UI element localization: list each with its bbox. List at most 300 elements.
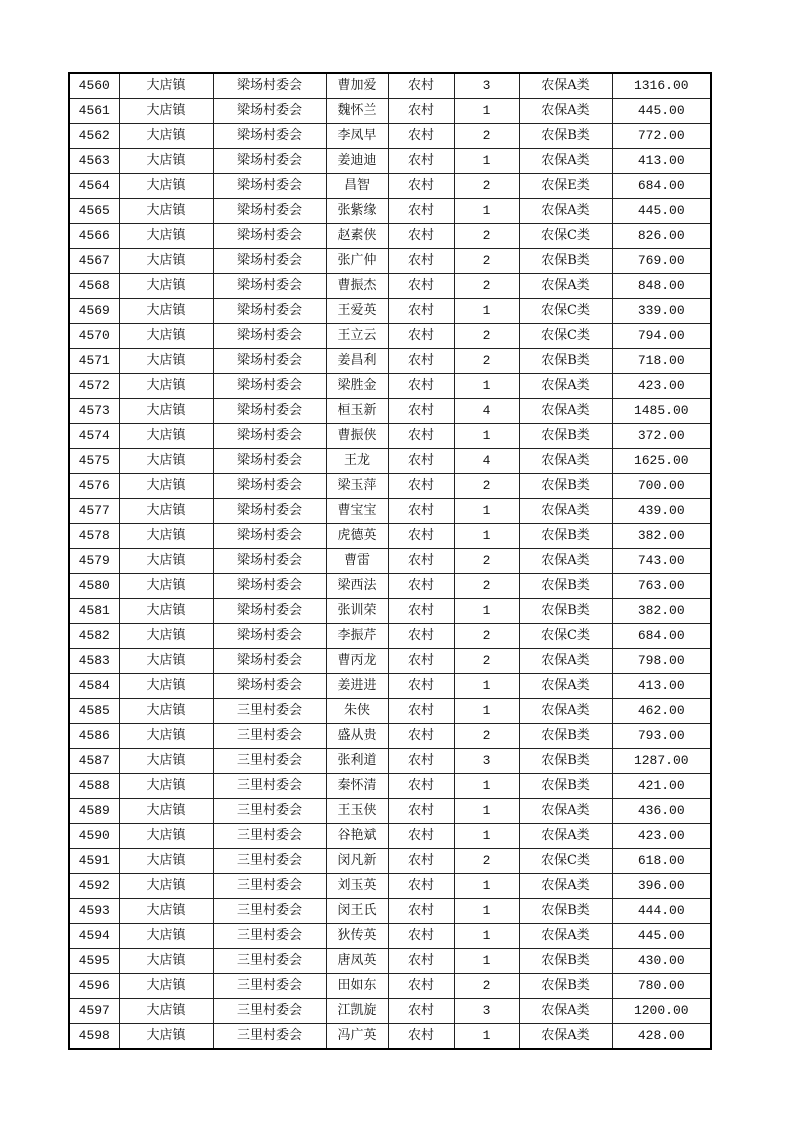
row-number-cell: 4574 bbox=[69, 424, 119, 449]
row-number-cell: 4585 bbox=[69, 699, 119, 724]
village-committee-cell: 三里村委会 bbox=[213, 874, 326, 899]
row-number-cell: 4570 bbox=[69, 324, 119, 349]
row-number-cell: 4577 bbox=[69, 499, 119, 524]
family-size-cell: 2 bbox=[454, 474, 519, 499]
village-committee-cell: 梁场村委会 bbox=[213, 349, 326, 374]
household-type-cell: 农村 bbox=[388, 224, 454, 249]
amount-cell: 436.00 bbox=[612, 799, 711, 824]
amount-cell: 445.00 bbox=[612, 199, 711, 224]
amount-cell: 372.00 bbox=[612, 424, 711, 449]
row-number-cell: 4583 bbox=[69, 649, 119, 674]
name-cell: 曹加爱 bbox=[326, 73, 388, 99]
row-number-cell: 4560 bbox=[69, 73, 119, 99]
insurance-category-cell: 农保B类 bbox=[519, 249, 612, 274]
family-size-cell: 1 bbox=[454, 524, 519, 549]
village-committee-cell: 梁场村委会 bbox=[213, 574, 326, 599]
table-row bbox=[69, 274, 711, 299]
village-committee-cell: 三里村委会 bbox=[213, 1024, 326, 1050]
household-type-cell: 农村 bbox=[388, 149, 454, 174]
name-cell: 姜进进 bbox=[326, 674, 388, 699]
insurance-category-cell: 农保A类 bbox=[519, 449, 612, 474]
name-cell: 张紫缘 bbox=[326, 199, 388, 224]
table-row bbox=[69, 424, 711, 449]
insurance-category-cell: 农保A类 bbox=[519, 399, 612, 424]
insurance-category-cell: 农保B类 bbox=[519, 574, 612, 599]
name-cell: 昌智 bbox=[326, 174, 388, 199]
village-committee-cell: 三里村委会 bbox=[213, 849, 326, 874]
village-committee-cell: 梁场村委会 bbox=[213, 549, 326, 574]
family-size-cell: 2 bbox=[454, 624, 519, 649]
table-row bbox=[69, 949, 711, 974]
family-size-cell: 4 bbox=[454, 449, 519, 474]
insurance-category-cell: 农保C类 bbox=[519, 299, 612, 324]
name-cell: 王立云 bbox=[326, 324, 388, 349]
family-size-cell: 2 bbox=[454, 974, 519, 999]
family-size-cell: 2 bbox=[454, 224, 519, 249]
amount-cell: 743.00 bbox=[612, 549, 711, 574]
insurance-category-cell: 农保B类 bbox=[519, 474, 612, 499]
family-size-cell: 1 bbox=[454, 699, 519, 724]
amount-cell: 444.00 bbox=[612, 899, 711, 924]
amount-cell: 430.00 bbox=[612, 949, 711, 974]
amount-cell: 1316.00 bbox=[612, 73, 711, 99]
amount-cell: 382.00 bbox=[612, 524, 711, 549]
amount-cell: 794.00 bbox=[612, 324, 711, 349]
town-cell: 大店镇 bbox=[119, 99, 213, 124]
insurance-category-cell: 农保B类 bbox=[519, 349, 612, 374]
name-cell: 王爱英 bbox=[326, 299, 388, 324]
row-number-cell: 4588 bbox=[69, 774, 119, 799]
village-committee-cell: 三里村委会 bbox=[213, 999, 326, 1024]
table-row bbox=[69, 349, 711, 374]
amount-cell: 1200.00 bbox=[612, 999, 711, 1024]
town-cell: 大店镇 bbox=[119, 549, 213, 574]
town-cell: 大店镇 bbox=[119, 199, 213, 224]
name-cell: 张训荣 bbox=[326, 599, 388, 624]
village-committee-cell: 梁场村委会 bbox=[213, 249, 326, 274]
family-size-cell: 2 bbox=[454, 124, 519, 149]
name-cell: 张广仲 bbox=[326, 249, 388, 274]
name-cell: 李振芹 bbox=[326, 624, 388, 649]
village-committee-cell: 三里村委会 bbox=[213, 824, 326, 849]
amount-cell: 423.00 bbox=[612, 824, 711, 849]
household-type-cell: 农村 bbox=[388, 474, 454, 499]
village-committee-cell: 梁场村委会 bbox=[213, 649, 326, 674]
town-cell: 大店镇 bbox=[119, 899, 213, 924]
name-cell: 王龙 bbox=[326, 449, 388, 474]
village-committee-cell: 梁场村委会 bbox=[213, 524, 326, 549]
insurance-category-cell: 农保A类 bbox=[519, 549, 612, 574]
town-cell: 大店镇 bbox=[119, 1024, 213, 1050]
household-type-cell: 农村 bbox=[388, 1024, 454, 1050]
insurance-category-cell: 农保E类 bbox=[519, 174, 612, 199]
insurance-category-cell: 农保C类 bbox=[519, 624, 612, 649]
family-size-cell: 1 bbox=[454, 599, 519, 624]
town-cell: 大店镇 bbox=[119, 999, 213, 1024]
table-row bbox=[69, 224, 711, 249]
row-number-cell: 4593 bbox=[69, 899, 119, 924]
town-cell: 大店镇 bbox=[119, 174, 213, 199]
village-committee-cell: 梁场村委会 bbox=[213, 99, 326, 124]
household-type-cell: 农村 bbox=[388, 774, 454, 799]
row-number-cell: 4589 bbox=[69, 799, 119, 824]
table-row bbox=[69, 899, 711, 924]
table-row bbox=[69, 374, 711, 399]
household-type-cell: 农村 bbox=[388, 799, 454, 824]
insurance-category-cell: 农保B类 bbox=[519, 949, 612, 974]
name-cell: 曹丙龙 bbox=[326, 649, 388, 674]
insurance-category-cell: 农保A类 bbox=[519, 274, 612, 299]
amount-cell: 462.00 bbox=[612, 699, 711, 724]
name-cell: 曹宝宝 bbox=[326, 499, 388, 524]
household-type-cell: 农村 bbox=[388, 424, 454, 449]
row-number-cell: 4575 bbox=[69, 449, 119, 474]
table-row bbox=[69, 799, 711, 824]
household-type-cell: 农村 bbox=[388, 174, 454, 199]
name-cell: 田如东 bbox=[326, 974, 388, 999]
name-cell: 唐凤英 bbox=[326, 949, 388, 974]
village-committee-cell: 梁场村委会 bbox=[213, 149, 326, 174]
amount-cell: 718.00 bbox=[612, 349, 711, 374]
family-size-cell: 3 bbox=[454, 73, 519, 99]
amount-cell: 1625.00 bbox=[612, 449, 711, 474]
family-size-cell: 1 bbox=[454, 824, 519, 849]
amount-cell: 423.00 bbox=[612, 374, 711, 399]
town-cell: 大店镇 bbox=[119, 73, 213, 99]
insurance-category-cell: 农保B类 bbox=[519, 724, 612, 749]
name-cell: 姜昌利 bbox=[326, 349, 388, 374]
name-cell: 张利道 bbox=[326, 749, 388, 774]
family-size-cell: 1 bbox=[454, 899, 519, 924]
amount-cell: 428.00 bbox=[612, 1024, 711, 1050]
household-type-cell: 农村 bbox=[388, 899, 454, 924]
insurance-category-cell: 农保A类 bbox=[519, 874, 612, 899]
village-committee-cell: 三里村委会 bbox=[213, 799, 326, 824]
table-row bbox=[69, 324, 711, 349]
amount-cell: 445.00 bbox=[612, 924, 711, 949]
village-committee-cell: 梁场村委会 bbox=[213, 199, 326, 224]
village-committee-cell: 梁场村委会 bbox=[213, 124, 326, 149]
town-cell: 大店镇 bbox=[119, 349, 213, 374]
household-type-cell: 农村 bbox=[388, 449, 454, 474]
family-size-cell: 2 bbox=[454, 274, 519, 299]
household-type-cell: 农村 bbox=[388, 749, 454, 774]
amount-cell: 421.00 bbox=[612, 774, 711, 799]
family-size-cell: 1 bbox=[454, 299, 519, 324]
data-table bbox=[68, 72, 712, 1050]
name-cell: 梁西法 bbox=[326, 574, 388, 599]
village-committee-cell: 梁场村委会 bbox=[213, 324, 326, 349]
insurance-category-cell: 农保B类 bbox=[519, 774, 612, 799]
amount-cell: 445.00 bbox=[612, 99, 711, 124]
town-cell: 大店镇 bbox=[119, 599, 213, 624]
family-size-cell: 2 bbox=[454, 324, 519, 349]
family-size-cell: 2 bbox=[454, 849, 519, 874]
household-type-cell: 农村 bbox=[388, 949, 454, 974]
household-type-cell: 农村 bbox=[388, 324, 454, 349]
table-row bbox=[69, 474, 711, 499]
amount-cell: 700.00 bbox=[612, 474, 711, 499]
name-cell: 姜迪迪 bbox=[326, 149, 388, 174]
household-type-cell: 农村 bbox=[388, 299, 454, 324]
household-type-cell: 农村 bbox=[388, 699, 454, 724]
insurance-category-cell: 农保A类 bbox=[519, 799, 612, 824]
family-size-cell: 1 bbox=[454, 874, 519, 899]
family-size-cell: 3 bbox=[454, 749, 519, 774]
table-row bbox=[69, 124, 711, 149]
household-type-cell: 农村 bbox=[388, 999, 454, 1024]
name-cell: 闵凡新 bbox=[326, 849, 388, 874]
name-cell: 闵王氏 bbox=[326, 899, 388, 924]
household-type-cell: 农村 bbox=[388, 849, 454, 874]
name-cell: 朱侠 bbox=[326, 699, 388, 724]
amount-cell: 684.00 bbox=[612, 624, 711, 649]
table-row bbox=[69, 174, 711, 199]
row-number-cell: 4584 bbox=[69, 674, 119, 699]
family-size-cell: 1 bbox=[454, 674, 519, 699]
household-type-cell: 农村 bbox=[388, 399, 454, 424]
insurance-category-cell: 农保A类 bbox=[519, 649, 612, 674]
town-cell: 大店镇 bbox=[119, 449, 213, 474]
row-number-cell: 4590 bbox=[69, 824, 119, 849]
town-cell: 大店镇 bbox=[119, 799, 213, 824]
amount-cell: 769.00 bbox=[612, 249, 711, 274]
insurance-category-cell: 农保A类 bbox=[519, 699, 612, 724]
family-size-cell: 1 bbox=[454, 424, 519, 449]
row-number-cell: 4582 bbox=[69, 624, 119, 649]
row-number-cell: 4565 bbox=[69, 199, 119, 224]
family-size-cell: 4 bbox=[454, 399, 519, 424]
insurance-category-cell: 农保A类 bbox=[519, 824, 612, 849]
row-number-cell: 4568 bbox=[69, 274, 119, 299]
insurance-category-cell: 农保A类 bbox=[519, 374, 612, 399]
row-number-cell: 4598 bbox=[69, 1024, 119, 1050]
table-row bbox=[69, 249, 711, 274]
name-cell: 曹振侠 bbox=[326, 424, 388, 449]
table-row bbox=[69, 749, 711, 774]
insurance-category-cell: 农保C类 bbox=[519, 324, 612, 349]
row-number-cell: 4586 bbox=[69, 724, 119, 749]
insurance-category-cell: 农保B类 bbox=[519, 899, 612, 924]
insurance-category-cell: 农保A类 bbox=[519, 149, 612, 174]
town-cell: 大店镇 bbox=[119, 249, 213, 274]
amount-cell: 772.00 bbox=[612, 124, 711, 149]
town-cell: 大店镇 bbox=[119, 624, 213, 649]
row-number-cell: 4580 bbox=[69, 574, 119, 599]
table-row bbox=[69, 524, 711, 549]
family-size-cell: 1 bbox=[454, 949, 519, 974]
family-size-cell: 2 bbox=[454, 249, 519, 274]
table-row bbox=[69, 724, 711, 749]
village-committee-cell: 梁场村委会 bbox=[213, 174, 326, 199]
amount-cell: 793.00 bbox=[612, 724, 711, 749]
row-number-cell: 4579 bbox=[69, 549, 119, 574]
table-row bbox=[69, 499, 711, 524]
village-committee-cell: 三里村委会 bbox=[213, 899, 326, 924]
town-cell: 大店镇 bbox=[119, 774, 213, 799]
household-type-cell: 农村 bbox=[388, 674, 454, 699]
town-cell: 大店镇 bbox=[119, 974, 213, 999]
insurance-category-cell: 农保B类 bbox=[519, 974, 612, 999]
row-number-cell: 4569 bbox=[69, 299, 119, 324]
table-row bbox=[69, 924, 711, 949]
village-committee-cell: 三里村委会 bbox=[213, 949, 326, 974]
town-cell: 大店镇 bbox=[119, 149, 213, 174]
amount-cell: 396.00 bbox=[612, 874, 711, 899]
town-cell: 大店镇 bbox=[119, 574, 213, 599]
town-cell: 大店镇 bbox=[119, 874, 213, 899]
town-cell: 大店镇 bbox=[119, 399, 213, 424]
row-number-cell: 4576 bbox=[69, 474, 119, 499]
household-type-cell: 农村 bbox=[388, 574, 454, 599]
insurance-category-cell: 农保B类 bbox=[519, 599, 612, 624]
insurance-category-cell: 农保B类 bbox=[519, 424, 612, 449]
insurance-category-cell: 农保C类 bbox=[519, 849, 612, 874]
village-committee-cell: 梁场村委会 bbox=[213, 599, 326, 624]
household-type-cell: 农村 bbox=[388, 274, 454, 299]
household-type-cell: 农村 bbox=[388, 524, 454, 549]
insurance-category-cell: 农保A类 bbox=[519, 499, 612, 524]
amount-cell: 826.00 bbox=[612, 224, 711, 249]
insurance-category-cell: 农保B类 bbox=[519, 749, 612, 774]
town-cell: 大店镇 bbox=[119, 324, 213, 349]
name-cell: 盛从贵 bbox=[326, 724, 388, 749]
table-row bbox=[69, 549, 711, 574]
household-type-cell: 农村 bbox=[388, 99, 454, 124]
row-number-cell: 4567 bbox=[69, 249, 119, 274]
family-size-cell: 2 bbox=[454, 174, 519, 199]
household-type-cell: 农村 bbox=[388, 374, 454, 399]
family-size-cell: 1 bbox=[454, 499, 519, 524]
row-number-cell: 4597 bbox=[69, 999, 119, 1024]
table-row bbox=[69, 73, 711, 99]
household-type-cell: 农村 bbox=[388, 874, 454, 899]
town-cell: 大店镇 bbox=[119, 424, 213, 449]
family-size-cell: 1 bbox=[454, 374, 519, 399]
table-row bbox=[69, 824, 711, 849]
village-committee-cell: 三里村委会 bbox=[213, 724, 326, 749]
village-committee-cell: 三里村委会 bbox=[213, 924, 326, 949]
row-number-cell: 4581 bbox=[69, 599, 119, 624]
household-type-cell: 农村 bbox=[388, 549, 454, 574]
village-committee-cell: 三里村委会 bbox=[213, 774, 326, 799]
village-committee-cell: 梁场村委会 bbox=[213, 474, 326, 499]
family-size-cell: 2 bbox=[454, 574, 519, 599]
table-row bbox=[69, 599, 711, 624]
insurance-category-cell: 农保A类 bbox=[519, 99, 612, 124]
household-type-cell: 农村 bbox=[388, 199, 454, 224]
row-number-cell: 4591 bbox=[69, 849, 119, 874]
village-committee-cell: 三里村委会 bbox=[213, 699, 326, 724]
town-cell: 大店镇 bbox=[119, 674, 213, 699]
town-cell: 大店镇 bbox=[119, 649, 213, 674]
household-type-cell: 农村 bbox=[388, 724, 454, 749]
town-cell: 大店镇 bbox=[119, 374, 213, 399]
name-cell: 秦怀清 bbox=[326, 774, 388, 799]
name-cell: 狄传英 bbox=[326, 924, 388, 949]
table-row bbox=[69, 574, 711, 599]
town-cell: 大店镇 bbox=[119, 699, 213, 724]
name-cell: 梁玉萍 bbox=[326, 474, 388, 499]
table-row bbox=[69, 999, 711, 1024]
household-type-cell: 农村 bbox=[388, 974, 454, 999]
table-row bbox=[69, 849, 711, 874]
row-number-cell: 4562 bbox=[69, 124, 119, 149]
name-cell: 魏怀兰 bbox=[326, 99, 388, 124]
town-cell: 大店镇 bbox=[119, 274, 213, 299]
insurance-category-cell: 农保B类 bbox=[519, 524, 612, 549]
family-size-cell: 2 bbox=[454, 649, 519, 674]
town-cell: 大店镇 bbox=[119, 499, 213, 524]
amount-cell: 763.00 bbox=[612, 574, 711, 599]
amount-cell: 684.00 bbox=[612, 174, 711, 199]
town-cell: 大店镇 bbox=[119, 749, 213, 774]
town-cell: 大店镇 bbox=[119, 524, 213, 549]
household-type-cell: 农村 bbox=[388, 624, 454, 649]
family-size-cell: 1 bbox=[454, 774, 519, 799]
row-number-cell: 4572 bbox=[69, 374, 119, 399]
village-committee-cell: 梁场村委会 bbox=[213, 424, 326, 449]
table-row bbox=[69, 874, 711, 899]
village-committee-cell: 梁场村委会 bbox=[213, 449, 326, 474]
village-committee-cell: 梁场村委会 bbox=[213, 224, 326, 249]
village-committee-cell: 梁场村委会 bbox=[213, 374, 326, 399]
name-cell: 曹振杰 bbox=[326, 274, 388, 299]
amount-cell: 618.00 bbox=[612, 849, 711, 874]
row-number-cell: 4564 bbox=[69, 174, 119, 199]
village-committee-cell: 三里村委会 bbox=[213, 749, 326, 774]
village-committee-cell: 梁场村委会 bbox=[213, 499, 326, 524]
row-number-cell: 4573 bbox=[69, 399, 119, 424]
insurance-category-cell: 农保A类 bbox=[519, 199, 612, 224]
table-body bbox=[69, 73, 711, 1049]
insurance-category-cell: 农保A类 bbox=[519, 924, 612, 949]
insurance-category-cell: 农保C类 bbox=[519, 224, 612, 249]
name-cell: 梁胜金 bbox=[326, 374, 388, 399]
name-cell: 虎德英 bbox=[326, 524, 388, 549]
amount-cell: 339.00 bbox=[612, 299, 711, 324]
household-type-cell: 农村 bbox=[388, 599, 454, 624]
table-row bbox=[69, 99, 711, 124]
town-cell: 大店镇 bbox=[119, 824, 213, 849]
town-cell: 大店镇 bbox=[119, 724, 213, 749]
family-size-cell: 2 bbox=[454, 724, 519, 749]
amount-cell: 1485.00 bbox=[612, 399, 711, 424]
family-size-cell: 1 bbox=[454, 199, 519, 224]
row-number-cell: 4571 bbox=[69, 349, 119, 374]
family-size-cell: 1 bbox=[454, 1024, 519, 1050]
village-committee-cell: 梁场村委会 bbox=[213, 674, 326, 699]
village-committee-cell: 梁场村委会 bbox=[213, 299, 326, 324]
town-cell: 大店镇 bbox=[119, 124, 213, 149]
row-number-cell: 4561 bbox=[69, 99, 119, 124]
name-cell: 江凯旋 bbox=[326, 999, 388, 1024]
row-number-cell: 4595 bbox=[69, 949, 119, 974]
household-type-cell: 农村 bbox=[388, 649, 454, 674]
name-cell: 冯广英 bbox=[326, 1024, 388, 1050]
family-size-cell: 1 bbox=[454, 149, 519, 174]
table-row bbox=[69, 199, 711, 224]
town-cell: 大店镇 bbox=[119, 474, 213, 499]
village-committee-cell: 梁场村委会 bbox=[213, 399, 326, 424]
household-type-cell: 农村 bbox=[388, 249, 454, 274]
amount-cell: 382.00 bbox=[612, 599, 711, 624]
row-number-cell: 4596 bbox=[69, 974, 119, 999]
name-cell: 桓玉新 bbox=[326, 399, 388, 424]
amount-cell: 798.00 bbox=[612, 649, 711, 674]
row-number-cell: 4594 bbox=[69, 924, 119, 949]
household-type-cell: 农村 bbox=[388, 924, 454, 949]
